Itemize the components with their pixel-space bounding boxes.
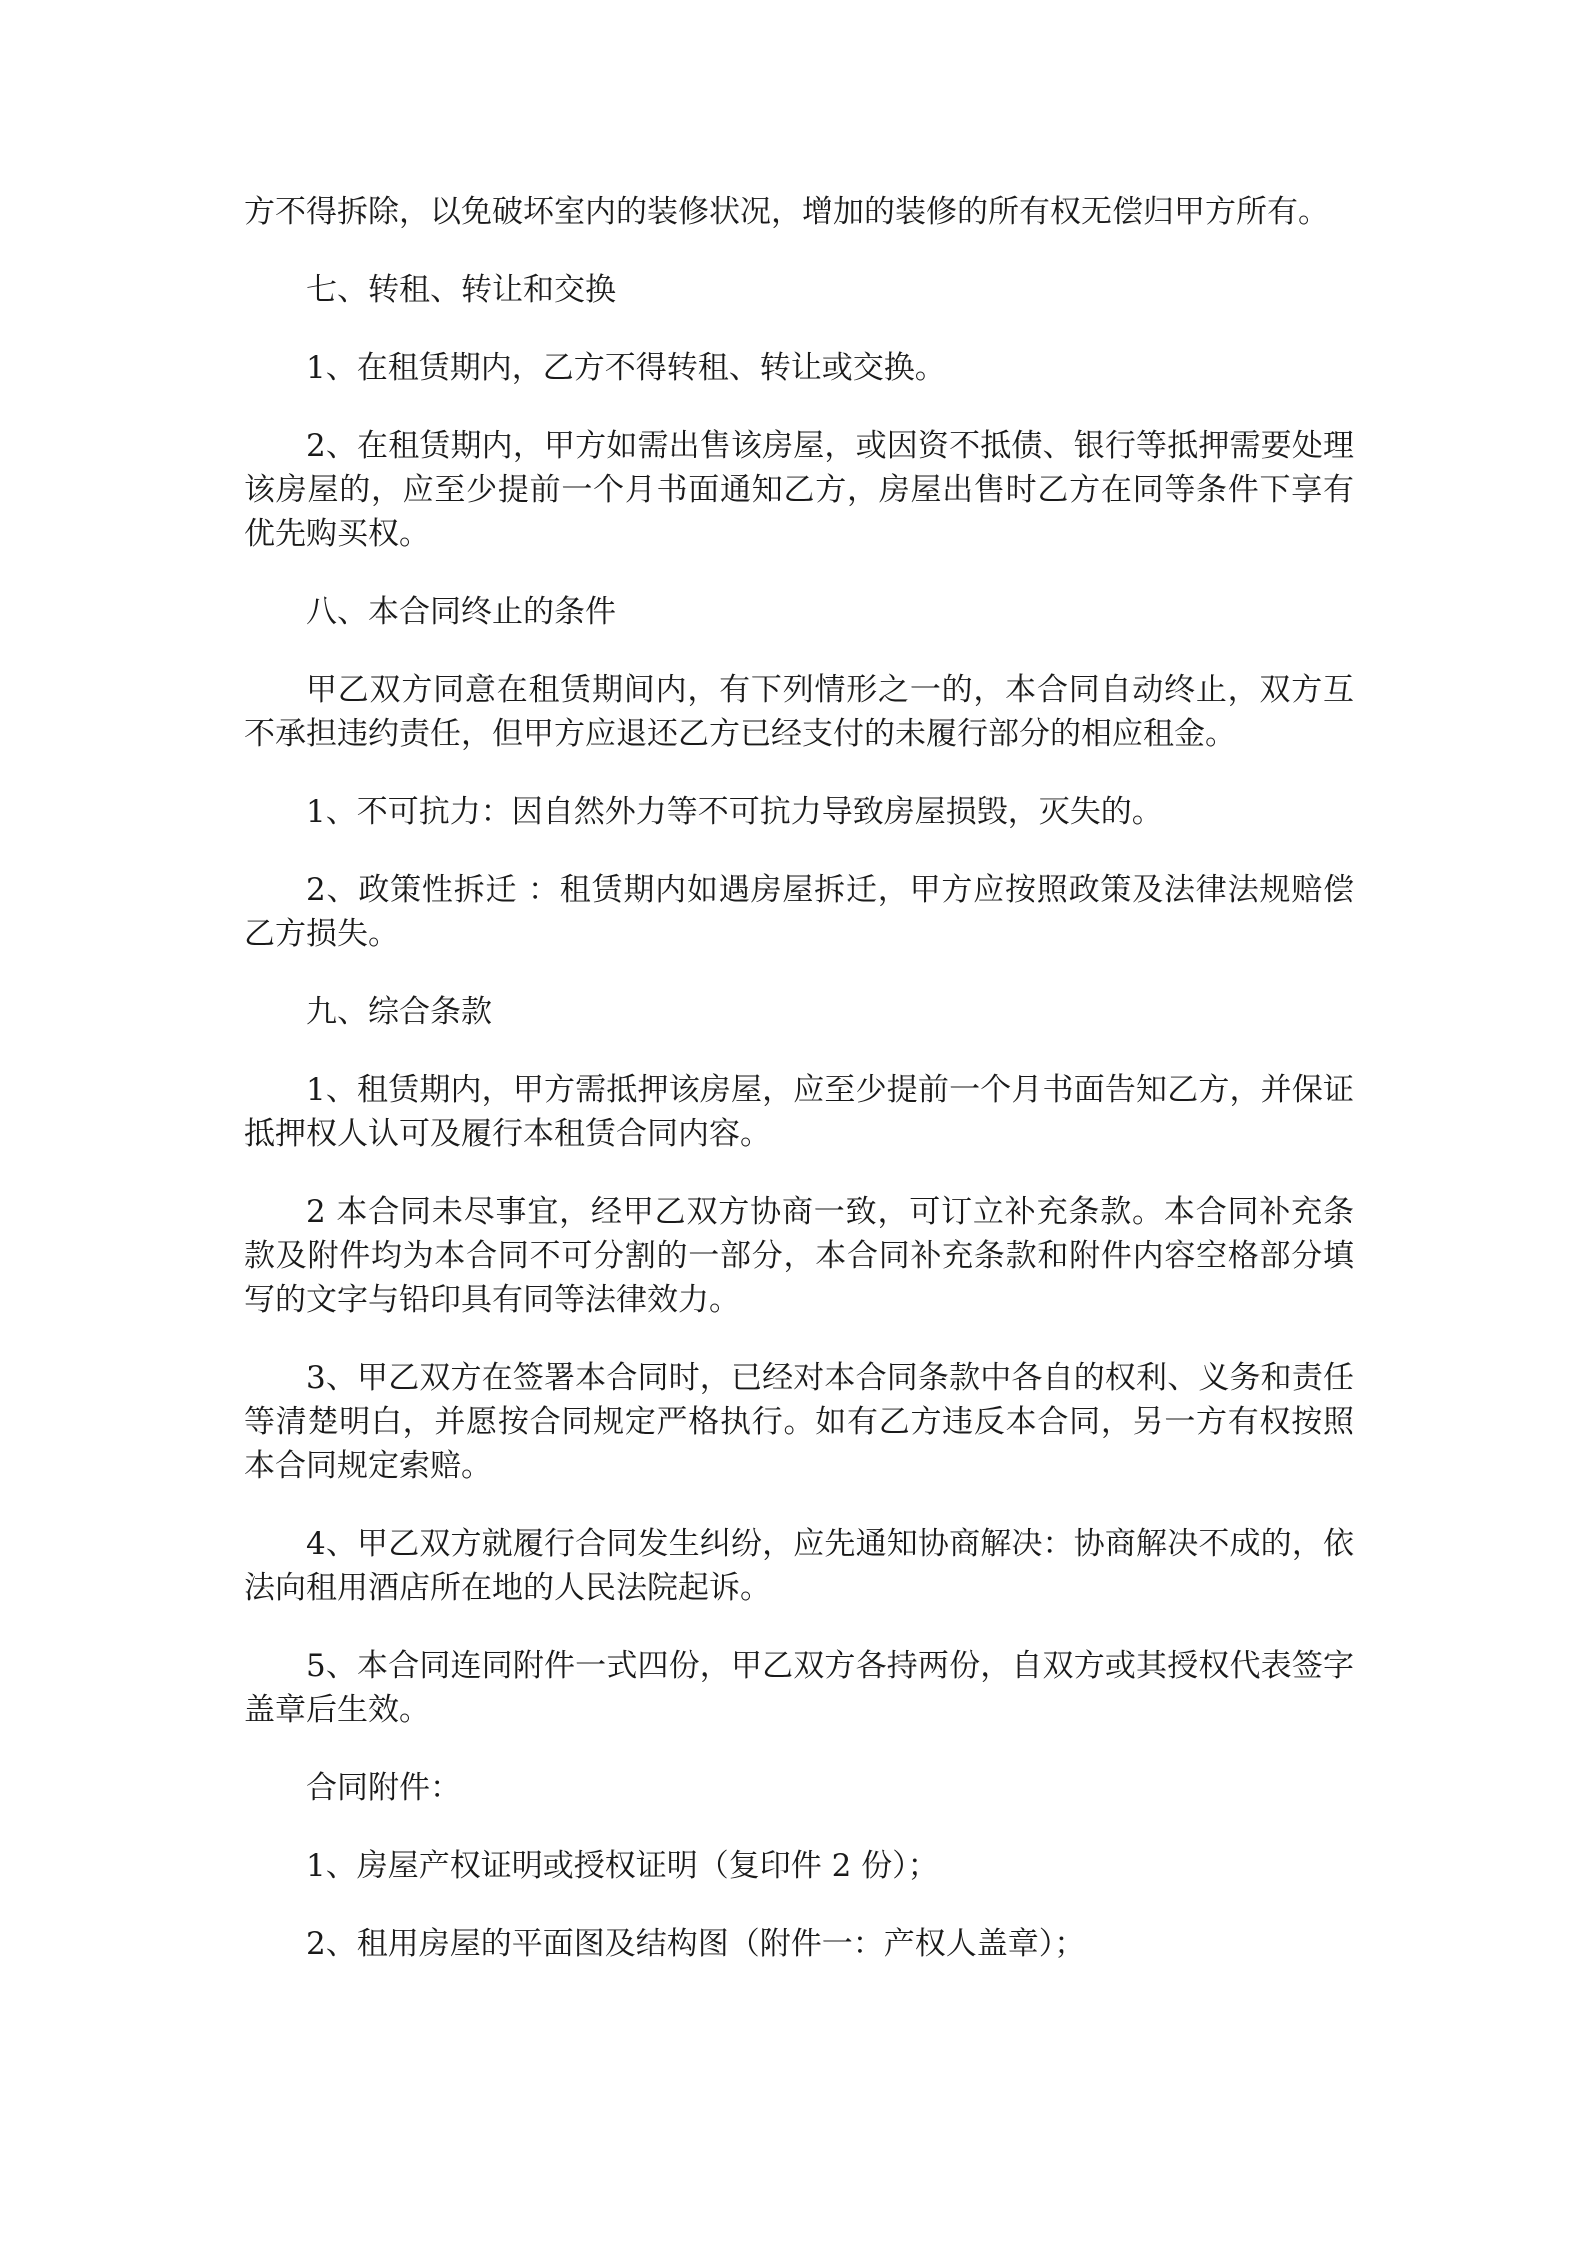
- clause-7-2: 2、在租赁期内，甲方如需出售该房屋，或因资不抵债、银行等抵押需要处理该房屋的，应至少提前一个月书面通知乙方，房屋出售时乙方在同等条件下享有优先购买权。: [244, 428, 1354, 552]
- clause-8-1: 1、不可抗力：因自然外力等不可抗力导致房屋损毁，灭失的。: [306, 794, 1163, 830]
- clause-9-1: 1、租赁期内，甲方需抵押该房屋，应至少提前一个月书面告知乙方，并保证抵押权人认可及履行本租赁合同内容。: [244, 1072, 1354, 1152]
- attachment-item-2: 2、租用房屋的平面图及结构图（附件一：产权人盖章）；: [306, 1926, 1086, 1962]
- clause-9-3: 3、甲乙双方在签署本合同时，已经对本合同条款中各自的权利、义务和责任等清楚明白，并愿按合同规定严格执行。如有乙方违反本合同，另一方有权按照本合同规定索赔。: [244, 1360, 1354, 1484]
- clause-9-2: 2 本合同未尽事宜，经甲乙双方协商一致，可订立补充条款。本合同补充条款及附件均为本合同不可分割的一部分，本合同补充条款和附件内容空格部分填写的文字与铅印具有同等法律效力。: [244, 1194, 1354, 1318]
- section-heading-9: 九、综合条款: [306, 994, 492, 1030]
- attachment-item-1: 1、房屋产权证明或授权证明（复印件 2 份）；: [306, 1848, 939, 1884]
- section-heading-8: 八、本合同终止的条件: [306, 594, 616, 630]
- section-heading-7: 七、转租、转让和交换: [306, 272, 616, 308]
- clause-8-2: 2、政策性拆迁 ：租赁期内如遇房屋拆迁，甲方应按照政策及法律法规赔偿乙方损失。: [244, 872, 1354, 952]
- clause-9-4: 4、甲乙双方就履行合同发生纠纷，应先通知协商解决：协商解决不成的，依法向租用酒店所在地的人民法院起诉。: [244, 1526, 1354, 1606]
- attachments-heading: 合同附件：: [306, 1770, 461, 1806]
- clause-7-1: 1、在租赁期内，乙方不得转租、转让或交换。: [306, 350, 946, 386]
- document-body: [244, 190, 1354, 2000]
- paragraph-continuation: 方不得拆除，以免破坏室内的装修状况，增加的装修的所有权无偿归甲方所有。: [244, 194, 1329, 230]
- section-8-intro: 甲乙双方同意在租赁期间内，有下列情形之一的，本合同自动终止，双方互不承担违约责任，但甲方应退还乙方已经支付的未履行部分的相应租金。: [244, 672, 1354, 752]
- clause-9-5: 5、本合同连同附件一式四份，甲乙双方各持两份，自双方或其授权代表签字盖章后生效。: [244, 1648, 1354, 1728]
